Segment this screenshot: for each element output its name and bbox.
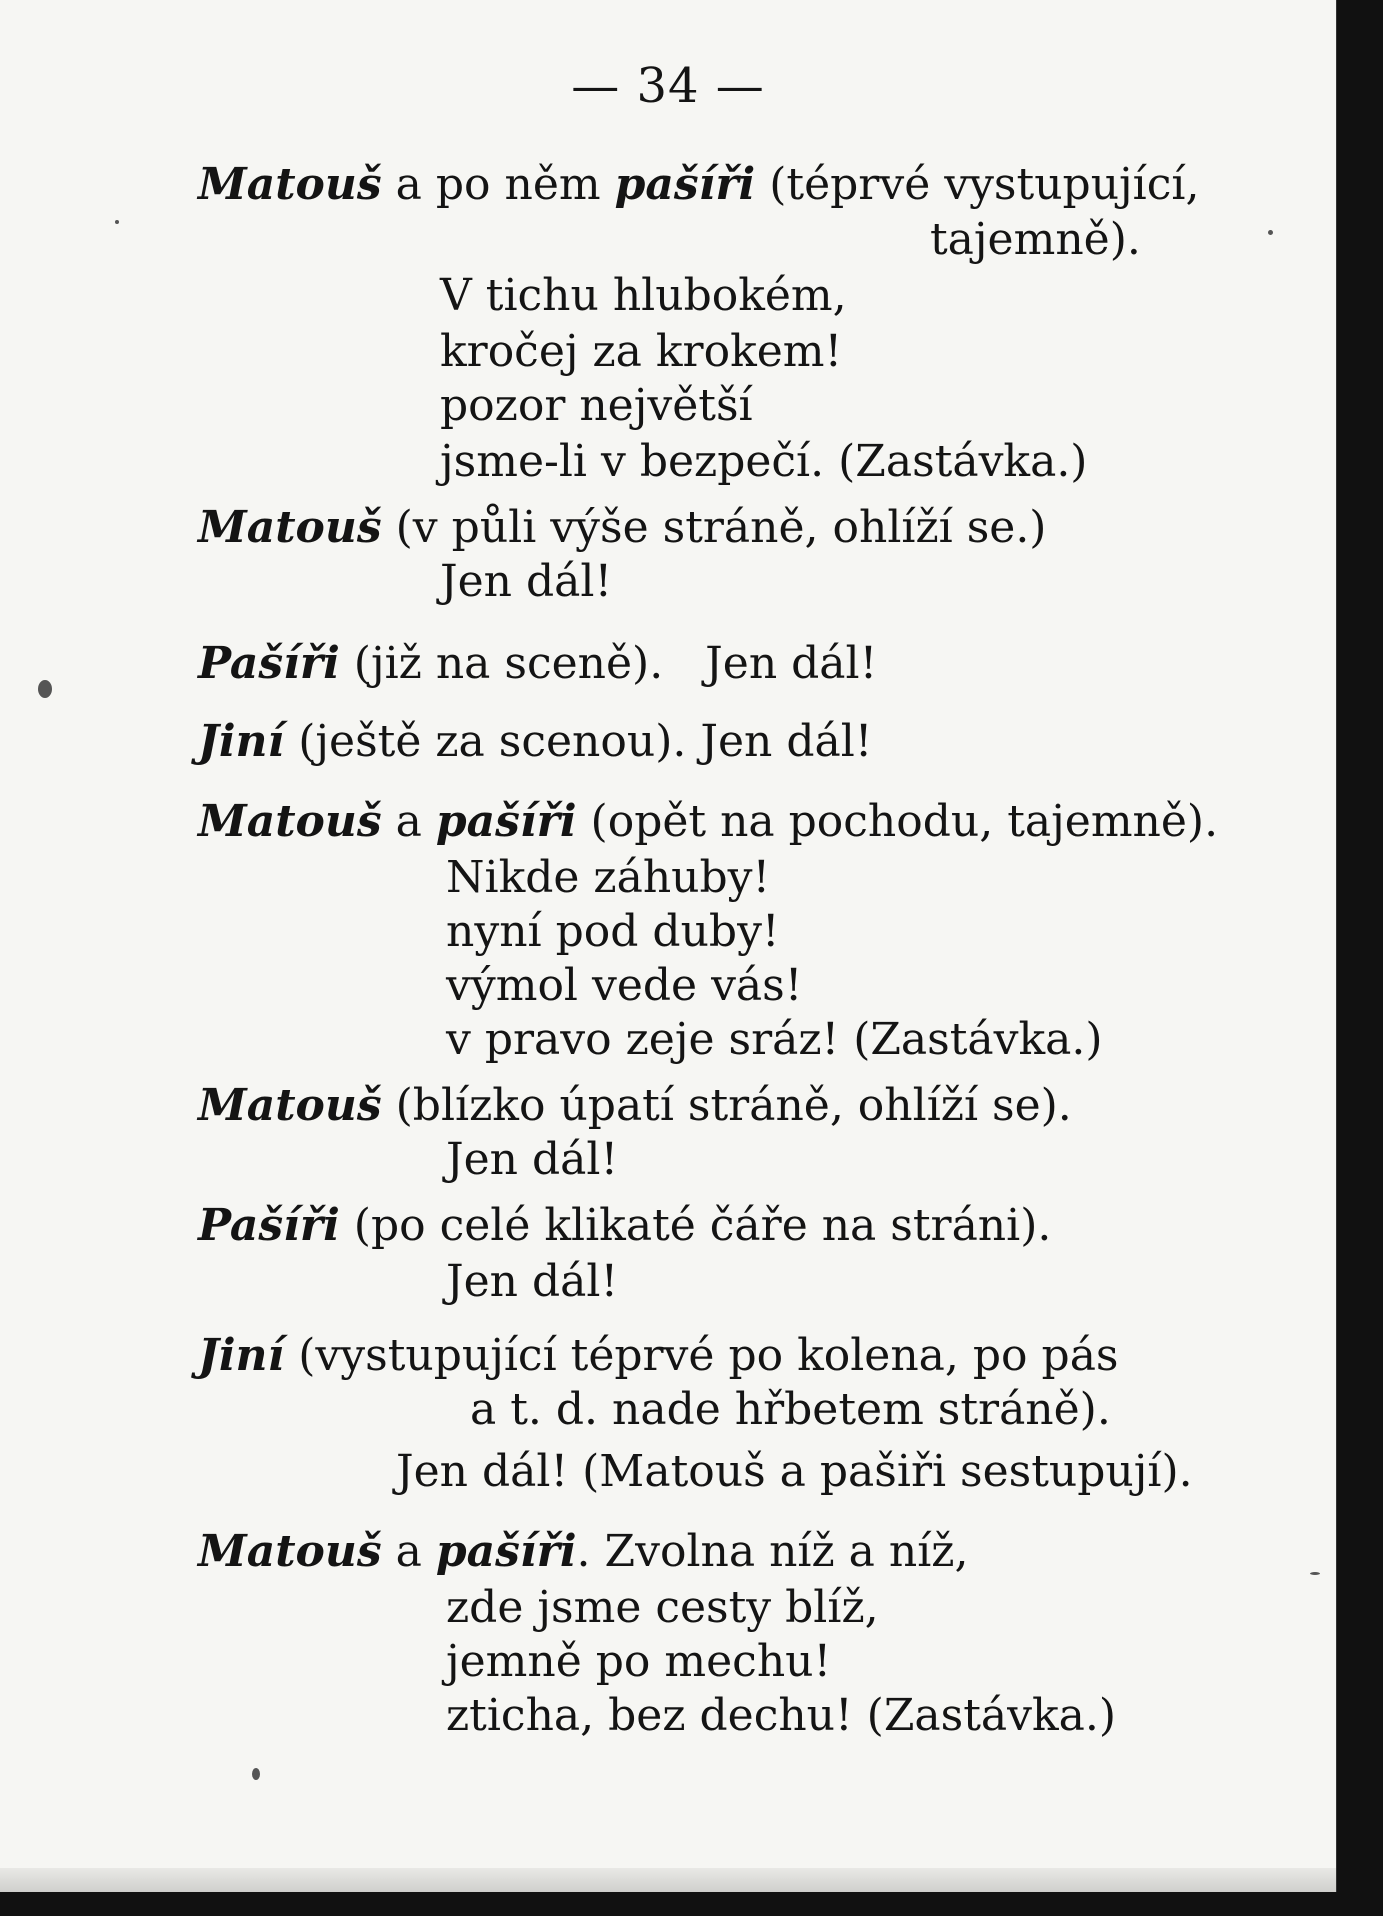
text-line: a t. d. nade hřbetem stráně). bbox=[470, 1384, 1111, 1435]
paper-speck bbox=[252, 1768, 260, 1780]
text-line bbox=[198, 1526, 969, 1577]
speaker-name: Matouš bbox=[198, 796, 382, 847]
verse-line: v pravo zeje sráz! (Zastávka.) bbox=[446, 1014, 1103, 1065]
text-line bbox=[198, 716, 873, 767]
text-line bbox=[198, 1200, 1052, 1251]
verse-line: kročej za krokem! bbox=[440, 326, 843, 377]
text-fragment: a bbox=[381, 1526, 436, 1577]
stage-direction: (opět na pochodu, tajemně). bbox=[576, 796, 1219, 847]
paper-speck bbox=[1268, 230, 1273, 235]
verse-line: Jen dál! bbox=[440, 556, 613, 607]
text-line bbox=[198, 159, 1200, 210]
verse-line: pozor největší bbox=[440, 380, 753, 431]
speaker-name: Matouš bbox=[198, 159, 382, 210]
verse-fragment: . Zvolna níž a níž, bbox=[576, 1526, 969, 1577]
text-fragment: a po něm bbox=[381, 159, 615, 210]
verse-line: Jen dál! bbox=[446, 1256, 619, 1307]
verse-line: jemně po mechu! bbox=[446, 1636, 832, 1687]
text-line bbox=[198, 1080, 1072, 1131]
text-line bbox=[198, 638, 878, 689]
stage-direction: (v půli výše stráně, ohlíží se.) bbox=[381, 502, 1047, 553]
text-line bbox=[198, 502, 1047, 553]
text-line: Jen dál! (Matouš a pašiři sestupují). bbox=[396, 1446, 1193, 1497]
text-line: tajemně). bbox=[930, 214, 1141, 265]
speaker-name: Matouš bbox=[198, 502, 382, 553]
verse-line: Nikde záhuby! bbox=[446, 852, 771, 903]
verse-line: výmol vede vás! bbox=[446, 960, 803, 1011]
speaker-name: Pašíři bbox=[198, 1200, 340, 1251]
text-line bbox=[198, 1330, 1119, 1381]
page-bottom-edge bbox=[0, 1868, 1336, 1892]
speaker-name: Jiní bbox=[198, 716, 285, 767]
verse-line: V tichu hlubokém, bbox=[440, 270, 847, 321]
stage-direction: (ještě za scenou). Jen dál! bbox=[284, 716, 873, 767]
verse-line: nyní pod duby! bbox=[446, 906, 780, 957]
speaker-name: pašíři bbox=[435, 1526, 577, 1577]
text-line bbox=[198, 796, 1219, 847]
speaker-name: Matouš bbox=[198, 1080, 382, 1131]
paper-speck bbox=[1310, 1572, 1320, 1575]
page-number: — 34 — bbox=[571, 58, 765, 114]
paper-speck bbox=[38, 680, 52, 698]
stage-direction: (blízko úpatí stráně, ohlíží se). bbox=[381, 1080, 1072, 1131]
speaker-name: Matouš bbox=[198, 1526, 382, 1577]
speaker-name: pašíři bbox=[435, 796, 577, 847]
stage-direction: (vystupující téprvé po kolena, po pás bbox=[284, 1330, 1119, 1381]
speaker-name: pašíři bbox=[614, 159, 756, 210]
verse-line: Jen dál! bbox=[446, 1134, 619, 1185]
speaker-name: Pašíři bbox=[198, 638, 340, 689]
verse-line: zde jsme cesty blíž, bbox=[446, 1582, 879, 1633]
text-fragment: a bbox=[381, 796, 436, 847]
verse-line: zticha, bez dechu! (Zastávka.) bbox=[446, 1690, 1117, 1741]
verse-line: jsme-li v bezpečí. (Zastávka.) bbox=[440, 436, 1088, 487]
paper-speck bbox=[115, 220, 119, 224]
speaker-name: Jiní bbox=[198, 1330, 285, 1381]
stage-direction: (již na sceně). Jen dál! bbox=[339, 638, 878, 689]
stage-direction: (po celé klikaté čáře na stráni). bbox=[339, 1200, 1052, 1251]
stage-direction: (téprvé vystupující, bbox=[755, 159, 1200, 210]
